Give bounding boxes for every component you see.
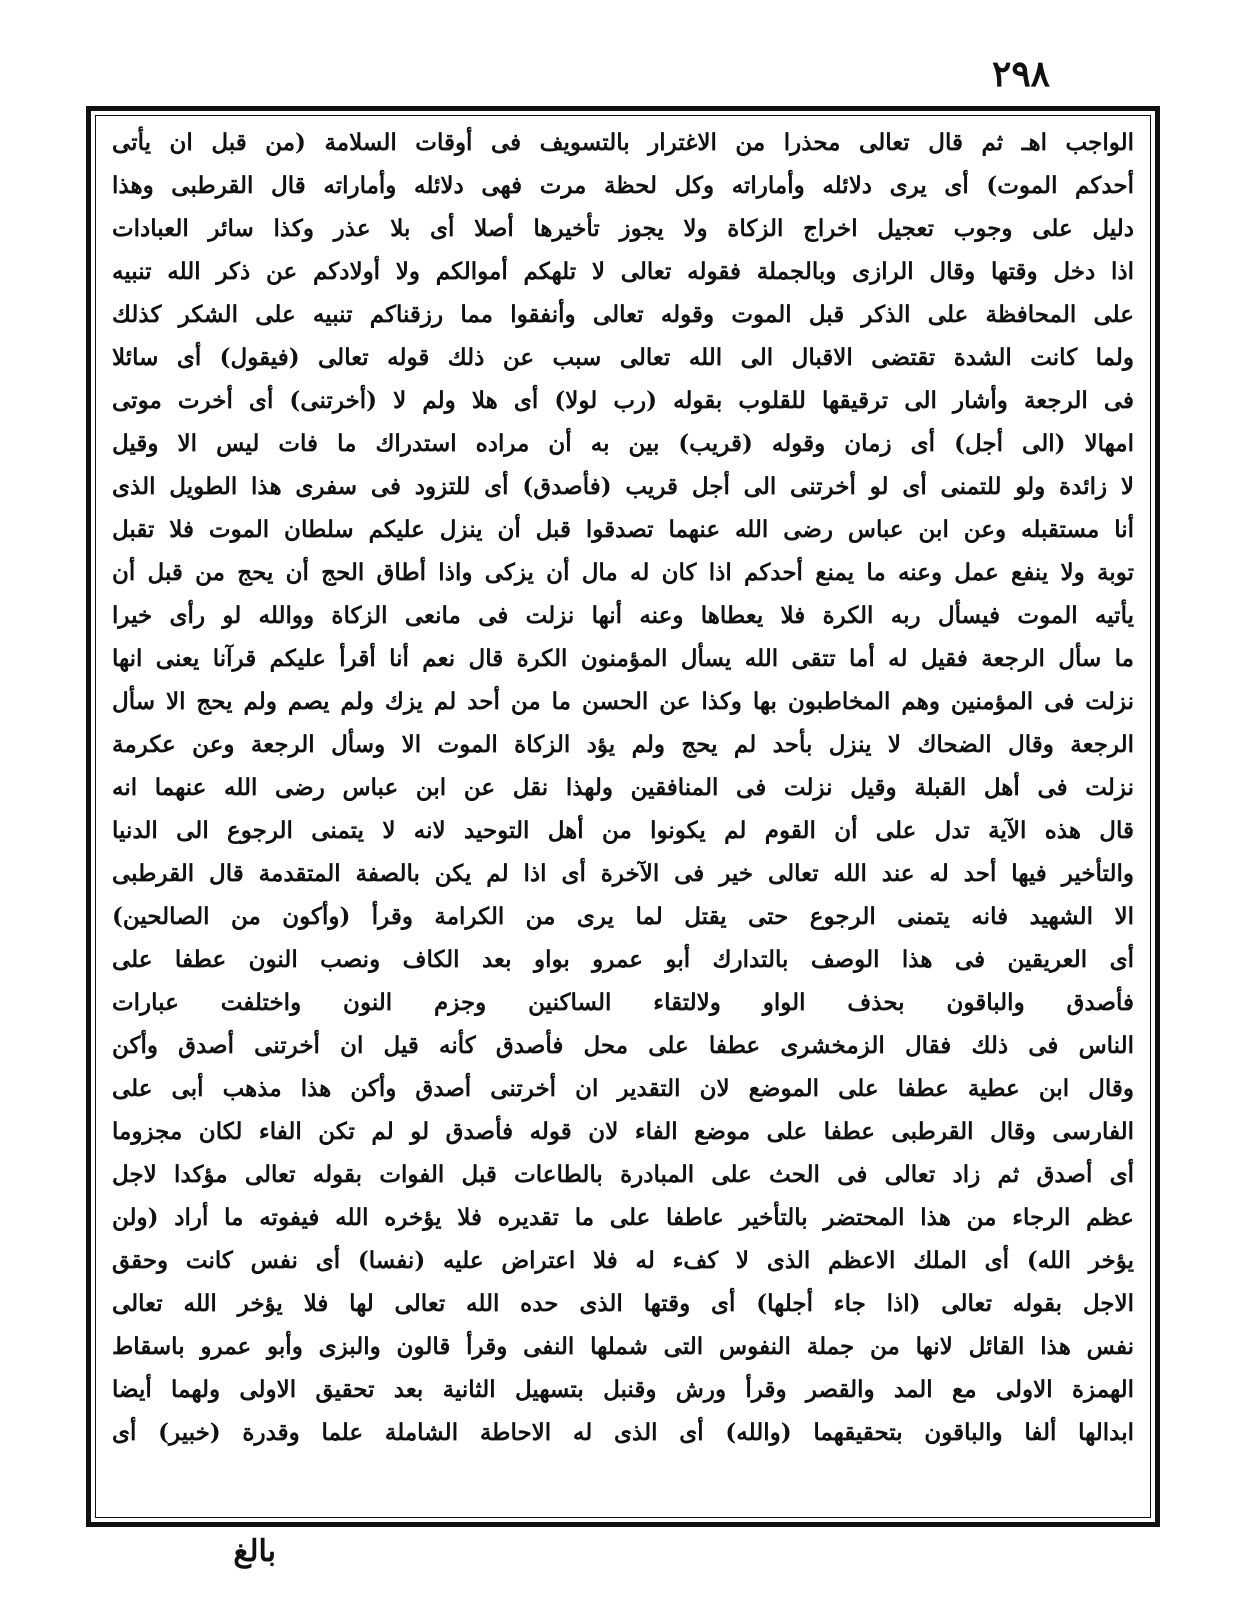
text-line: الفارسى وقال القرطبى عطفا على موضع الفاء لان قوله فأصدق لو لم تكن الفاء لكان مجزوما xyxy=(112,1118,1134,1145)
catchword: بالغ xyxy=(233,1534,276,1569)
text-line: ولما كانت الشدة تقتضى الاقبال الى الله تعالى سبب عن ذلك قوله تعالى (فيقول) أى سائلا xyxy=(112,344,1134,371)
text-line: الاجل بقوله تعالى (اذا جاء أجلها) أى وقتها الذى حده الله تعالى لها فلا يؤخر الله تعالى xyxy=(112,1290,1134,1317)
text-line: فأصدق والباقون بحذف الواو ولالتقاء الساكنين وجزم النون واختلفت عبارات xyxy=(112,989,1134,1016)
text-line: اذا دخل وقتها وقال الرازى وبالجملة فقوله تعالى لا تلهكم أموالكم ولا أولادكم عن ذكر الله تنبيه xyxy=(112,258,1134,285)
text-line: قال هذه الآية تدل على أن القوم لم يكونوا من أهل التوحيد لانه لا يتمنى الرجوع الى الدنيا xyxy=(112,817,1134,844)
text-line: يأتيه الموت فيسأل ربه الكرة فلا يعطاها وعنه أنها نزلت فى مانعى الزكاة ووالله لو رأى خيرا xyxy=(112,602,1134,629)
text-line: نفس هذا القائل لانها من جملة النفوس التى شملها النفى وقرأ قالون والبزى وأبو عمرو باسقاط xyxy=(112,1333,1134,1360)
text-line: أحدكم الموت) أى يرى دلائله وأماراته وكل لحظة مرت فهى دلائله وأماراته قال القرطبى وهذا xyxy=(112,172,1134,199)
page-number: ٢٩٨ xyxy=(991,53,1050,95)
text-line: يؤخر الله) أى الملك الاعظم الذى لا كفء له فلا اعتراض عليه (نفسا) أى نفس كانت وحقق xyxy=(112,1247,1134,1274)
text-line: توبة ولا ينفع عمل وعنه ما يمنع أحدكم اذا كان له مال أن يزكى واذا أطاق الحج أن يحج من قبل أن xyxy=(112,559,1134,586)
text-line: أى أصدق ثم زاد تعالى فى الحث على المبادرة بالطاعات قبل الفوات بقوله تعالى مؤكدا لاجل xyxy=(112,1161,1134,1188)
text-line: فى الرجعة وأشار الى ترقيقها للقلوب بقوله (رب لولا) أى هلا ولم لا (أخرتنى) أى أخرت موتى xyxy=(112,387,1134,414)
text-line: الواجب اهـ ثم قال تعالى محذرا من الاغترار بالتسويف فى أوقات السلامة (من قبل ان يأتى xyxy=(112,129,1134,156)
text-line: على المحافظة على الذكر قبل الموت وقوله تعالى وأنفقوا مما رزقناكم تنبيه على الشكر كذلك xyxy=(112,301,1134,328)
text-line: نزلت فى أهل القبلة وقيل نزلت فى المنافقين ولهذا نقل عن ابن عباس رضى الله عنهما انه xyxy=(112,774,1134,801)
text-line: أى العريقين فى هذا الوصف بالتدارك أبو عمرو بواو بعد الكاف ونصب النون عطفا على xyxy=(112,946,1134,973)
text-line: نزلت فى المؤمنين وهم المخاطبون بها وكذا عن الحسن ما من أحد لم يزك ولم يصم ولم يحج الا سأل xyxy=(112,688,1134,715)
text-line: دليل على وجوب تعجيل اخراج الزكاة ولا يجوز تأخيرها أصلا أى بلا عذر وكذا سائر العبادات xyxy=(112,215,1134,242)
text-line: والتأخير فيها أحد له عند الله تعالى خير فى الآخرة أى اذا لم يكن بالصفة المتقدمة قال القرطبى xyxy=(112,860,1134,887)
text-line: الا الشهيد فانه يتمنى الرجوع حتى يقتل لما يرى من الكرامة وقرأ (وأكون من الصالحين) xyxy=(112,903,1134,930)
text-line: امهالا (الى أجل) أى زمان وقوله (قريب) بين به أن مراده استدراك ما فات ليس الا وقيل xyxy=(112,430,1134,457)
text-line: ابدالها ألفا والباقون بتحقيقهما (والله) أى الذى له الاحاطة الشاملة علما وقدرة (خبير) أى xyxy=(112,1419,1134,1446)
text-line: لا زائدة ولو للتمنى أى لو أخرتنى الى أجل قريب (فأصدق) أى للتزود فى سفرى هذا الطويل الذى xyxy=(112,473,1134,500)
text-line: ما سأل الرجعة فقيل له أما تتقى الله يسأل المؤمنون الكرة قال نعم أنا أقرأ عليكم قرآنا يعنى انها xyxy=(112,645,1134,672)
text-line: أنا مستقبله وعن ابن عباس رضى الله عنهما تصدقوا قبل أن ينزل عليكم سلطان الموت فلا تقبل xyxy=(112,516,1134,543)
text-line: عظم الرجاء من هذا المحتضر بالتأخير عاطفا على ما تقديره فلا يؤخره الله فيفوته ما أراد (ولن xyxy=(112,1204,1134,1231)
text-line: الناس فى ذلك فقال الزمخشرى عطفا على محل فأصدق كأنه قيل ان أخرتنى أصدق وأكن xyxy=(112,1032,1134,1059)
text-line: الرجعة وقال الضحاك لا ينزل بأحد لم يحج ولم يؤد الزكاة الموت الا وسأل الرجعة وعن عكرمة xyxy=(112,731,1134,758)
text-line: وقال ابن عطية عطفا على الموضع لان التقدير ان أخرتنى أصدق وأكن هذا مذهب أبى على xyxy=(112,1075,1134,1102)
text-body xyxy=(112,121,1134,1513)
text-line: الهمزة الاولى مع المد والقصر وقرأ ورش وقنبل بتسهيل الثانية بعد تحقيق الاولى ولهما أيضا xyxy=(112,1376,1134,1403)
